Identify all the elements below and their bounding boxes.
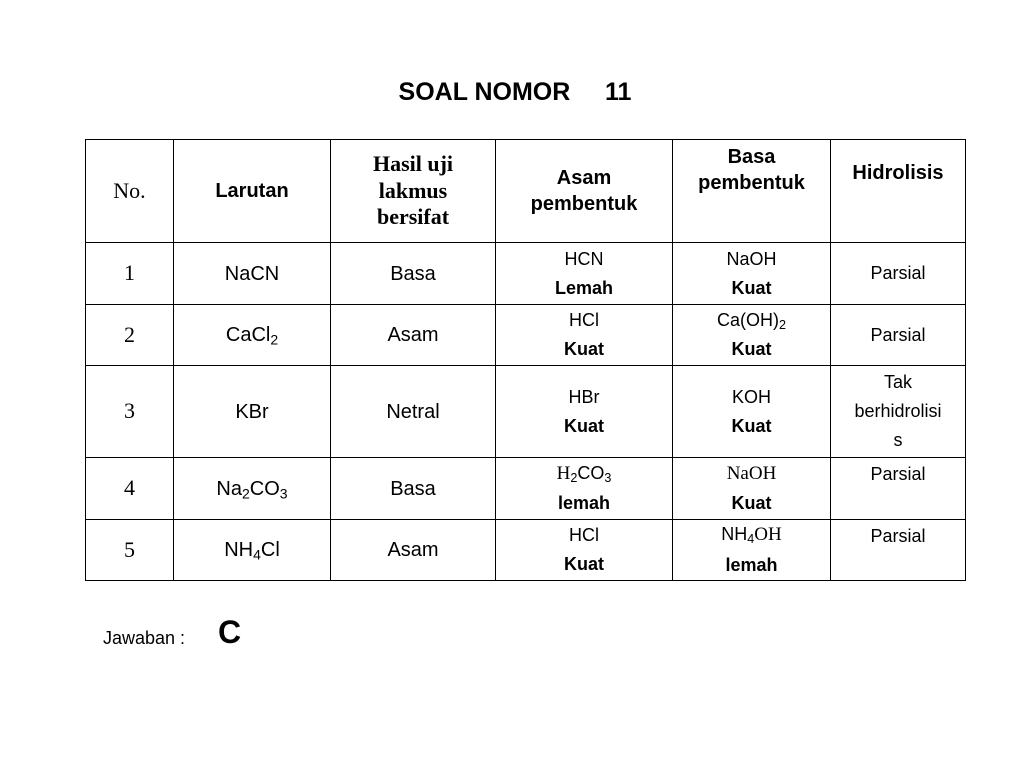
header-hasil-uji [331,140,496,243]
asam-name: HCl [569,525,599,546]
asam-strength: Kuat [564,415,604,436]
formula-subscript: 2 [241,485,250,501]
formula-part: NH [224,539,254,561]
basa-name: NaOH [726,248,777,269]
basa-name: NaOH [726,462,777,484]
header-basa-pembentuk [673,140,831,243]
larutan-cell: NaCN [174,243,331,305]
header-hasil-line3: bersifat [376,204,450,230]
hidrolisis-cell [831,366,966,458]
hidrolisis-cell: Parsial [831,458,966,520]
formula-part: Ca(OH) [716,310,779,331]
asam-cell [496,458,673,520]
header-hasil-line1: Hasil uji [372,151,454,177]
asam-strength: lemah [557,493,611,514]
lakmus-cell: Netral [331,366,496,458]
formula-part: CO [249,477,280,500]
formula-subscript: 4 [747,532,755,547]
header-asam-pembentuk [496,140,673,243]
asam-strength: Kuat [564,339,604,359]
asam-cell [496,366,673,458]
table-header-row [86,140,966,243]
larutan-cell: KBr [174,366,331,458]
formula-part: OH [754,524,782,546]
formula-subscript: 2 [270,331,279,348]
basa-strength: Kuat [731,277,772,298]
header-no: No. [86,140,174,243]
basa-strength: Kuat [731,493,772,514]
basa-cell [673,243,831,305]
asam-name: HCN [564,248,604,269]
header-hidrolisis: Hidrolisis [831,140,966,243]
basa-cell [673,366,831,458]
asam-strength: Kuat [564,554,604,574]
asam-strength: Lemah [554,277,614,298]
basa-cell [673,305,831,366]
formula-subscript: 3 [279,485,288,501]
header-basa-line1: Basa [727,146,776,168]
table-row [86,243,966,305]
larutan-cell [174,305,331,366]
formula-subscript: 2 [570,471,578,486]
hidrolisis-line: Tak [883,372,912,393]
larutan-cell [174,520,331,581]
row-number: 1 [86,243,174,305]
asam-cell [496,243,673,305]
header-hasil-line2: lakmus [378,177,448,203]
formula-subscript: 2 [778,318,786,333]
asam-name: HCl [569,310,599,331]
formula-part: Cl [260,539,280,561]
formula-part: CaCl [225,324,271,346]
asam-cell [496,305,673,366]
lakmus-cell: Asam [331,305,496,366]
formula-part: Na [216,477,242,500]
data-table [85,139,966,581]
asam-cell [496,520,673,581]
answer-value: C [218,614,242,650]
larutan-cell [174,458,331,520]
hidrolisis-cell: Parsial [831,520,966,581]
basa-name: KOH [731,386,771,407]
table-row [86,366,966,458]
page-title: SOAL NOMOR 11 [398,78,632,106]
hidrolisis-cell: Parsial [831,243,966,305]
lakmus-cell: Basa [331,243,496,305]
table-row [86,458,966,520]
hidrolisis-cell: Parsial [831,305,966,366]
basa-strength: Kuat [731,415,772,436]
table-row [86,305,966,366]
row-number: 4 [86,458,174,520]
formula-part: NH [721,524,748,545]
row-number: 5 [86,520,174,581]
basa-cell [673,458,831,520]
formula-subscript: 4 [253,546,261,563]
lakmus-cell: Asam [331,520,496,581]
basa-strength: lemah [725,554,778,575]
basa-cell [673,520,831,581]
header-asam-line1: Asam [556,167,612,189]
header-asam-line2: pembentuk [530,193,638,215]
hidrolisis-line: berhidrolisi [854,401,942,422]
asam-name: HBr [568,386,600,407]
formula-part: CO [577,462,605,483]
formula-subscript: 3 [604,471,612,486]
row-number: 3 [86,366,174,458]
answer-label: Jawaban : [103,628,186,648]
table-row [86,520,966,581]
lakmus-cell: Basa [331,458,496,520]
header-basa-line2: pembentuk [698,172,805,194]
formula-part: H [556,462,571,484]
hidrolisis-line: s [893,429,903,450]
basa-strength: Kuat [731,339,772,359]
header-larutan: Larutan [174,140,331,243]
row-number: 2 [86,305,174,366]
